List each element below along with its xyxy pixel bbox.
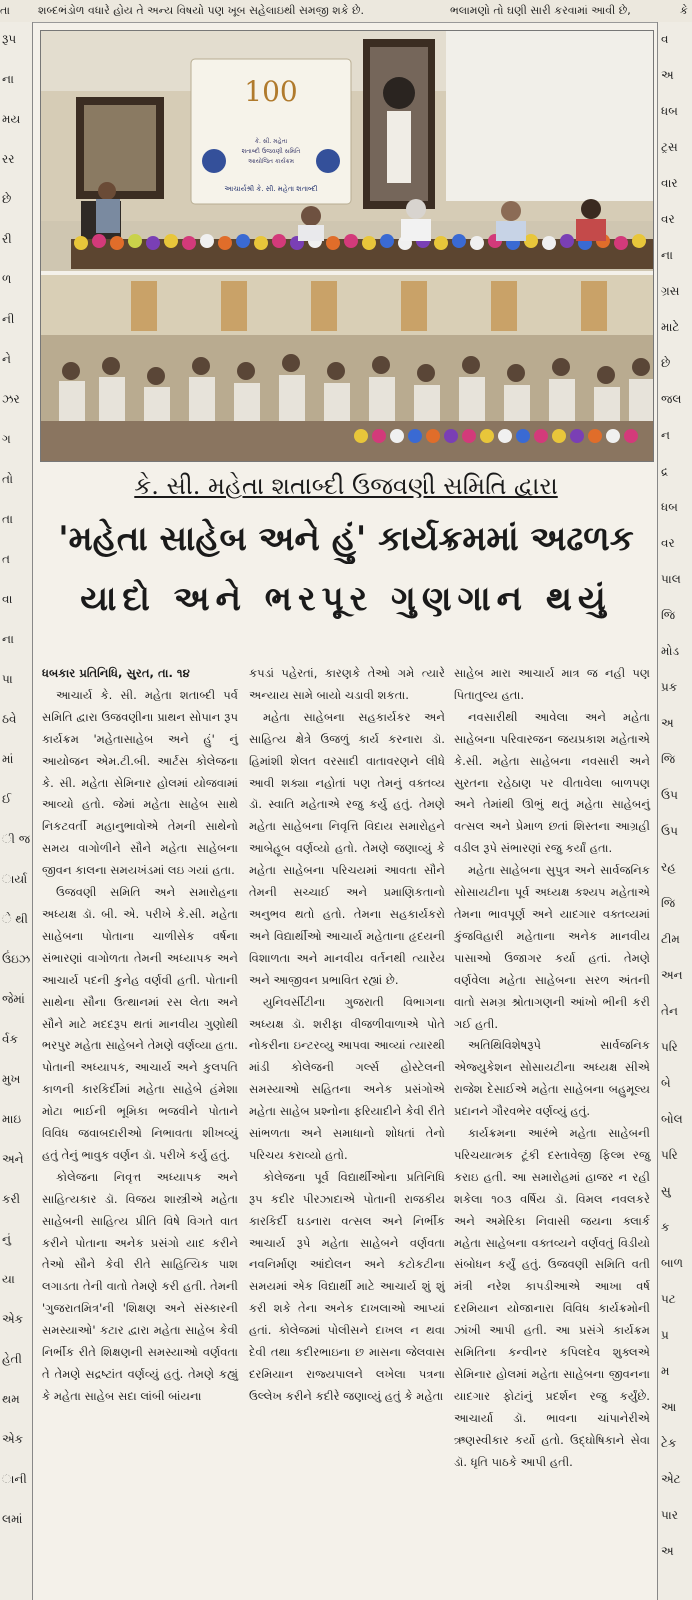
fragment-text: ી જ xyxy=(2,832,31,846)
fragment-text: બોલ xyxy=(661,1112,683,1126)
fragment-text: રર xyxy=(2,152,15,166)
fragment-text: ટીમ xyxy=(661,932,680,946)
fragment-text: ના xyxy=(661,248,673,262)
fragment-text: ળ xyxy=(2,272,12,286)
fragment-text: તા xyxy=(2,512,13,526)
fragment-text: છે xyxy=(2,192,12,206)
fragment-text: બે xyxy=(661,1076,671,1090)
fragment-text: માં xyxy=(2,752,14,766)
fragment-text: માટે xyxy=(661,320,680,334)
paragraph: અતિથિવિશેષરૂપે સાર્વજનિક એજ્યુકેશન સોસાયટીના અધ્યક્ષ સીએ રાજેશ દેસાઈએ મહેતા સાહેબના બહુમૂલ્ય પ્રદાનને ગૌરવભેર વર્ણવ્યું હતું. xyxy=(454,1038,650,1119)
fragment-text: મોડ xyxy=(661,644,680,658)
fragment-text: હેતી xyxy=(2,1352,22,1366)
fragment-text: જેમાં xyxy=(2,992,25,1006)
fragment-text: જલ xyxy=(661,392,682,406)
fragment-text: વર xyxy=(661,536,675,550)
article-kicker: કે. સી. મહેતા શતાબ્દી ઉજવણી સમિતિ દ્વારા xyxy=(134,472,558,500)
fragment-text: મય xyxy=(2,112,21,126)
fragment-text: ઉપ xyxy=(661,824,678,838)
fragment-text: વર xyxy=(661,212,675,226)
fragment-text: પરિ xyxy=(661,1148,678,1162)
fragment-text: ટ્રસ xyxy=(661,140,678,154)
right-neighbor-column xyxy=(657,22,692,1600)
fragment-text: અ xyxy=(661,716,674,730)
fragment-text: ર્વક xyxy=(2,1032,18,1046)
fragment-text: ગ્રસ xyxy=(661,284,680,298)
top-continuation-strip xyxy=(0,0,692,23)
fragment-text: ને xyxy=(2,352,11,366)
paragraph: યુનિવર્સીટીના ગુજરાતી વિભાગના અધ્યક્ષ ડૉ. શરીફા વીજળીવાળાએ પોતે નોકરીના ઇન્ટરવ્યુ આપવા આવ્યાં ત્યારથી માંડી કોલેજની ગર્લ્સ હોસ્ટેલની સમસ્યાઓ સહિતના અનેક પ્રસંગોએ મહેતા સાહેબ પ્રશ્નોના ફરિયાદીને કેવી રીતે સાંભળતા અને સમાધાનો શોધતાં તેનો પરિચય કરાવ્યો હતો. xyxy=(249,994,445,1162)
banner-number: 100 xyxy=(244,75,298,108)
headline-line-2: યાદો અને ભરપૂર ગુણગાન થયું xyxy=(80,579,612,619)
fragment-text: છે xyxy=(661,356,671,370)
fragment-text: પ્ર xyxy=(661,1328,669,1342)
fragment-text: ધબ xyxy=(661,500,678,514)
svg-text:આચાર્યશ્રી કે. સી. મહેતા શતાબ્: આચાર્યશ્રી કે. સી. મહેતા શતાબ્દી xyxy=(224,185,318,193)
fragment-text: મુખ xyxy=(2,1072,21,1086)
top-strip-right-text: ભલામણો તો ઘણી સારી કરવામાં આવી છે, xyxy=(450,4,631,17)
fragment-text: બાળ xyxy=(661,1256,683,1270)
fragment-text: રૂપ xyxy=(2,32,17,46)
paragraph: કોલેજના પૂર્વ વિદ્યાર્થીઓના પ્રતિનિધિ રૂપ કદીર પીરઝાદાએ પોતાની રાજકીય કારકિર્દી ઘડનારા વત્સલ અને નિર્ભીક આચાર્ય રૂપે મહેતા સાહેબને વર્ણવતા નવનિર્માણ આંદોલન અને કટોકટીના સમયમાં એક વિદ્યાર્થી માટે આચાર્ય શું શું કરી શકે તેના અનેક દાખલાઓ આપ્યાં હતાં. કોલેજમાં પોલીસને દાખલ ન થવા દેવી તથા કદીરભાઇના છ માસના જેલવાસ દરમિયાન રાજ્યપાલને લખેલા પત્રના ઉલ્લેખ કરીને કદીરે જણાવ્યું હતું કે મહેતા xyxy=(249,1169,445,1403)
fragment-text: નું xyxy=(2,1232,11,1246)
fragment-text: અન xyxy=(661,968,683,982)
event-photo xyxy=(40,30,654,462)
top-strip-left-text: શબ્દભંડોળ વધારે હોય તે અન્ય વિષયો પણ ખૂબ સહેલાઇથી સમજી શકે છે. xyxy=(38,4,364,17)
fragment-text: તેન xyxy=(661,1004,678,1018)
fragment-text: ટેક xyxy=(661,1436,677,1450)
headline-line-1: 'મહેતા સાહેબ અને હું' કાર્યક્રમમાં અઢળક xyxy=(58,519,634,559)
paragraph: સાહેબ મારા આચાર્ય માત્ર જ નહી પણ પિતાતુલ્ય હતા. xyxy=(454,666,650,702)
fragment-text: ઈ xyxy=(2,792,12,806)
fragment-text: મ xyxy=(661,1364,670,1378)
article-column-2 xyxy=(249,663,445,1408)
fragment-text: વા xyxy=(2,592,13,606)
fragment-text: ના xyxy=(2,72,14,86)
fragment-text: પટ xyxy=(661,1292,676,1306)
fragment-text: જિ xyxy=(661,752,676,766)
top-fragment-left: તા xyxy=(0,4,10,17)
fragment-text: ત xyxy=(2,552,10,566)
fragment-text: ક xyxy=(661,1220,670,1234)
fragment-text: અ xyxy=(661,68,674,82)
paragraph: મહેતા સાહેબના સુપુત્ર અને સાર્વજનિક સોસાયટીના પૂર્વ અધ્યક્ષ કશ્યપ મહેતાએ તેમના ભાવપૂર્ણ અને યાદગાર વક્તવ્યમાં કુંજવિહારી મહેતાના અનેક માનવીય પાસાઓ ઉજાગર કર્યા હતાં. તેમણે વર્ણવેલા મહેતા સાહેબના સરળ અંતની વાતો સમગ્ર શ્રોતાગણની આંખો ભીની કરી ગઈ હતી. xyxy=(454,863,650,1031)
fragment-text: ાર્યા xyxy=(2,872,28,886)
svg-text:આયોજિત કાર્યક્રમ: આયોજિત કાર્યક્રમ xyxy=(247,158,295,165)
paragraph: કોલેજના નિવૃત્ત અધ્યાપક અને સાહિત્યકાર ડૉ. વિજય શાસ્ત્રીએ મહેતા સાહેબની સાહિત્ય પ્રીતિ વિષે વિગતે વાત કરીને પોતાના અનેક પ્રસંગો યાદ કરીને તેઓ સૌને કેવી રીતે સાહિત્યિક પાશ લગાડતા તેની વાતો તેમણે કરી હતી. તેમની 'ગુજરાતમિત્ર'ની 'શિક્ષણ અને સંસ્કારની સમસ્યાઓ' કટાર દ્વારા મહેતા સાહેબ કેવી નિર્ભીક રીતે શિક્ષણની સમસ્યાઓ વર્ણવતા તે તેમણે સદ્રષ્ટાંત વર્ણવ્યું હતું. તેમણે કહ્યું કે મહેતા સાહેબ સદા લાંબી બાંયના xyxy=(42,1169,238,1403)
fragment-text: લમાં xyxy=(2,1512,23,1526)
fragment-text: અને xyxy=(2,1152,24,1166)
fragment-text: પ્રક xyxy=(661,680,678,694)
top-fragment-right: કે xyxy=(680,4,688,17)
fragment-text: વ xyxy=(661,32,669,46)
fragment-text: એક xyxy=(2,1312,24,1326)
fragment-text: ની xyxy=(2,312,15,326)
fragment-text: ના xyxy=(2,632,14,646)
fragment-text: ઉપ xyxy=(661,788,678,802)
svg-text:કે. સી. મહેતા: કે. સી. મહેતા xyxy=(254,138,288,145)
fragment-text: યા xyxy=(2,1272,15,1286)
fragment-text: એક xyxy=(2,1432,24,1446)
fragment-text: ગ xyxy=(2,432,11,446)
fragment-text: પાર xyxy=(661,1508,678,1522)
fragment-text: ઠવે xyxy=(2,712,17,726)
fragment-text: ધબ xyxy=(661,104,678,118)
fragment-text: જિ xyxy=(661,608,676,622)
fragment-text: દ્ર xyxy=(661,464,669,478)
fragment-text: ઝર xyxy=(2,392,20,406)
paragraph: નવસારીથી આવેલા અને મહેતા સાહેબના પરિવારજન જયપ્રકાશ મહેતાએ કે.સી. મહેતા સાહેબના નવસારી અને સુરતના રહેઠાણ પર વીતાવેલા બાળપણ અને તેમાંથી ઊભું થતું મહેતા સાહેબનું વત્સલ અને પ્રેમાળ છતાં શિસ્તના આગ્રહી વડીલ રૂપે સંભારણાં રજુ કર્યાં હતા. xyxy=(454,709,650,856)
fragment-text: પાલ xyxy=(661,572,681,586)
fragment-text: તો xyxy=(2,472,13,486)
paragraph: ઉજવણી સમિતિ અને સમારોહના અધ્યક્ષ ડૉ. બી. એ. પરીખે કે.સી. મહેતા સાહેબના પોતાના ચાળીસેક વર્ષના સંભારણાં વાગોળતા તેમની અધ્યાપક અને આચાર્ય પદની કુનેહ વર્ણવી હતી. પોતાની સાથેના સૌના ઉત્થાનમાં રસ લેતા અને સૌને માટે મદદરૂપ થતાં માનવીય ગુણોથી ભરપુર મહેતા સાહેબને તેમણે વર્ણવ્યા હતા. પોતાની અધ્યાપક, આચાર્ય અને કુલપતિ કાળની કારકિર્દીમાં મહેતા સાહેબે હંમેશા મોટા ભાઈની ભૂમિકા ભજવીને પોતાને વિવિધ જવાબદારીઓ નિભાવતા શીખવ્યું હતું તેનું ભાવુક વર્ણન ડૉ. પરીખે કર્યુ હતું. xyxy=(42,885,238,1162)
fragment-text: પા xyxy=(2,672,13,686)
fragment-text: અ xyxy=(661,1544,674,1558)
paragraph: કાર્યક્રમના આરંભે મહેતા સાહેબની પરિચયાત્મક ટૂંકી દસ્તાવેજી ફિલ્મ રજુ કરાઇ હતી. આ સમારોહમાં હાજર ન રહી શકેલા ૧૦૩ વર્ષિય ડૉ. વિમલ નવલકરે અને અમેરિકા નિવાસી જયના ક્લાર્ક મહેતા સાહેબના વક્તવ્યને વર્ણવતું વિડીયો સંબોધન કર્યું હતું. ઉજવણી સમિતિ વતી મંત્રી નરેશ કાપડીઆએ આખા વર્ષ દરમિયાન યોજાનારા વિવિધ કાર્યક્રમોની ઝાંખી આપી હતી. આ પ્રસંગે કાર્યક્રમ સમિતિના કન્વીનર કપિલદેવ શુક્લએ સેમિનાર હોલમાં મહેતા સાહેબના જીવનના યાદગાર ફોટાંનું પ્રદર્શન રજુ કર્યુંછે. આચાર્યા ડૉ. ભાવના ચાંપાનેરીએ ઋણસ્વીકાર કર્યો હતો. ઉદ્ઘોષિકાને સેવા ડૉ. ધૃતિ પાઠકે આપી હતી. xyxy=(454,1126,650,1469)
paragraph: આચાર્ય કે. સી. મહેતા શતાબ્દી પર્વ સમિતિ દ્વારા ઉજવણીના પ્રાથન સોપાન રૂપ કાર્યક્રમ 'મહેતાસાહેબ અને હું' નું આયોજન એમ.ટી.બી. આર્ટસ કોલેજના કે. સી. મહેતા સેમિનાર હોલમાં યોજવામાં આવ્યો હતો. જેમાં મહેતા સાહેબ સાથે નિકટવર્તી મહાનુભાવોએ તેમની સાથેનો સમય વાગોળીને સૌને મહેતા સાહેબના જીવન કાલના સમયખંડમાં લઇ ગયાં હતા. xyxy=(42,687,238,878)
fragment-text: ઉંઇઝ xyxy=(2,952,31,966)
paragraph: કપડાં પહેરતાં, કારણકે તેઓ ગમે ત્યારે અન્યાય સામે બાયો ચડાવી શકતા. xyxy=(249,666,445,702)
fragment-text: ે થી xyxy=(2,912,28,926)
fragment-text: વાર xyxy=(661,176,678,190)
fragment-text: રહ xyxy=(661,860,676,874)
fragment-text: માઇ xyxy=(2,1112,22,1126)
paragraph: મહેતા સાહેબના સહકાર્યકર અને સાહિત્ય ક્ષેત્રે ઉજળું કાર્ય કરનારા ડૉ. હિમાંશી શેલત વરસાદી વાતાવરણને લીધે આવી શક્યા નહોતાં પણ તેમનું વક્તવ્ય ડૉ. સ્વાતિ મહેતાએ રજુ કર્યુ હતું. તેમણે મહેતા સાહેબના નિવૃત્તિ વિદાય સમારોહને આબેહૂબ વર્ણવ્યો હતો. તેમણે જણાવ્યું કે મહેતા સાહેબના પરિચયમાં આવતા સૌને તેમની સચ્ચાઈ અને પ્રમાણિકતાનો અનુભવ થતો હતો. તેમના સહકાર્યકરો અને વિદ્યાર્થીઓ આચાર્ય મહેતાના હૃદયની વિશાળતા અને માનવીય વર્તનથી ત્યારેય અને આજીવન પ્રભાવિત રહ્યાં છે. xyxy=(249,709,445,987)
fragment-text: ાની xyxy=(2,1472,27,1486)
fragment-text: જિ xyxy=(661,896,676,910)
fragment-text: થમ xyxy=(2,1392,20,1406)
svg-text:શતાબ્દી ઉજવણી સમિતિ: શતાબ્દી ઉજવણી સમિતિ xyxy=(241,148,301,155)
fragment-text: કરી xyxy=(2,1192,21,1206)
fragment-text: પરિ xyxy=(661,1040,678,1054)
article-column-1 xyxy=(42,663,238,1408)
fragment-text: એટ xyxy=(661,1472,681,1486)
fragment-text: રી xyxy=(2,232,12,246)
article-column-3 xyxy=(454,663,650,1474)
fragment-text: આ xyxy=(661,1400,677,1414)
byline: ધબકાર પ્રતિનિધિ, સુરત, તા. ૧૪ xyxy=(42,666,190,680)
left-neighbor-column xyxy=(0,22,33,1600)
fragment-text: સુ xyxy=(661,1184,671,1198)
fragment-text: ન xyxy=(661,428,670,442)
